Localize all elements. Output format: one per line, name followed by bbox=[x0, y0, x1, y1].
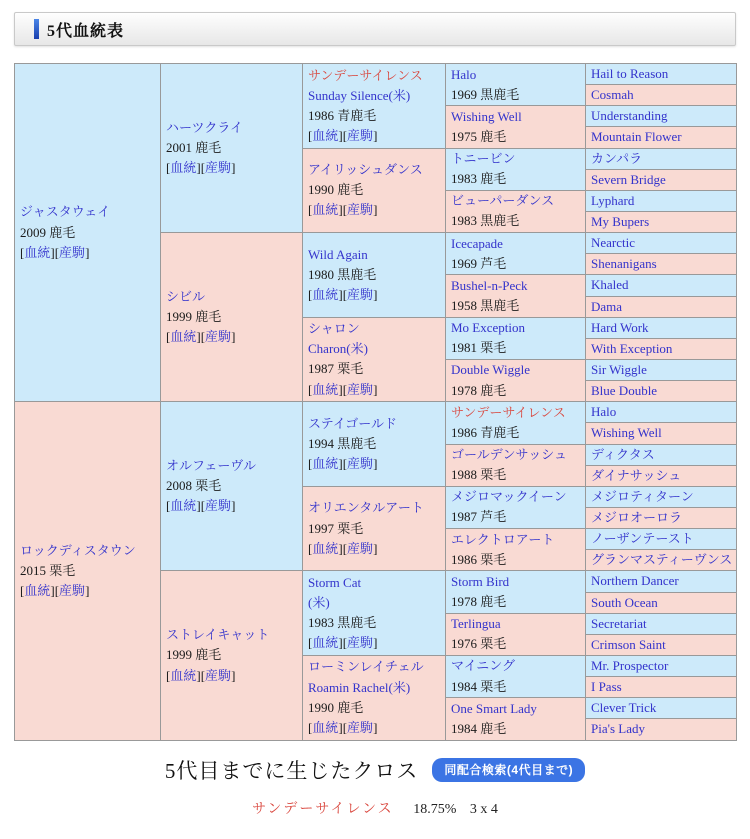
pedigree-cell-gen2 bbox=[161, 64, 303, 233]
horse-name-link[interactable]: アイリッシュダンス bbox=[308, 162, 423, 178]
pedigree-cell-gen5 bbox=[586, 592, 737, 613]
horse-name-link[interactable]: カンパラ bbox=[591, 150, 643, 166]
progeny-link[interactable]: 産駒 bbox=[347, 540, 374, 556]
horse-name-link[interactable]: Pia's Lady bbox=[591, 721, 645, 737]
progeny-link[interactable]: 産駒 bbox=[347, 381, 374, 397]
year-coat: 1958 黒鹿毛 bbox=[451, 298, 520, 314]
year-coat: 1999 鹿毛 bbox=[166, 647, 222, 663]
horse-name-link[interactable]: With Exception bbox=[591, 340, 673, 356]
year-coat: 1994 黒鹿毛 bbox=[308, 435, 377, 451]
pedigree-cell-gen2 bbox=[161, 402, 303, 571]
horse-name-link[interactable]: Khaled bbox=[591, 277, 629, 293]
horse-name-link[interactable]: My Bupers bbox=[591, 213, 650, 229]
horse-name-link[interactable]: Icecapade bbox=[451, 235, 503, 251]
horse-name-link[interactable]: ジャスタウェイ bbox=[20, 204, 111, 220]
horse-name-link[interactable]: Secretariat bbox=[591, 615, 647, 631]
pedigree-cell-gen5 bbox=[586, 275, 737, 296]
progeny-link[interactable]: 産駒 bbox=[347, 286, 374, 302]
horse-name-link[interactable]: Dama bbox=[591, 298, 623, 314]
progeny-link[interactable]: 産駒 bbox=[347, 719, 374, 735]
pedigree-links: [血統][産駒] bbox=[308, 127, 378, 143]
progeny-link[interactable]: 産駒 bbox=[205, 498, 232, 514]
pedigree-cell-gen5 bbox=[586, 655, 737, 676]
pedigree-cell-gen3 bbox=[303, 571, 446, 656]
pedigree-cell-gen5 bbox=[586, 190, 737, 211]
pedigree-cell-gen3 bbox=[303, 233, 446, 318]
pedigree-row bbox=[15, 64, 737, 85]
pedigree-cell-gen5 bbox=[586, 296, 737, 317]
year-coat: 1986 青鹿毛 bbox=[451, 424, 520, 440]
pedigree-cell-gen4 bbox=[446, 359, 586, 401]
pedigree-links: [血統][産駒] bbox=[308, 381, 378, 397]
pedigree-cell-gen5 bbox=[586, 169, 737, 190]
horse-name-link[interactable]: Nearctic bbox=[591, 235, 636, 251]
horse-name-link[interactable]: ノーザンテースト bbox=[591, 531, 694, 547]
pedigree-cell-gen5 bbox=[586, 677, 737, 698]
pedigree-cell-gen5 bbox=[586, 211, 737, 232]
blood-link[interactable]: 血統 bbox=[312, 540, 339, 556]
horse-name-link[interactable]: Mo Exception bbox=[451, 320, 526, 336]
progeny-link[interactable]: 産駒 bbox=[205, 667, 232, 683]
horse-name-link[interactable]: オリエンタルアート bbox=[308, 500, 424, 516]
horse-name-link[interactable]: ロックディスタウン bbox=[20, 542, 136, 558]
year-coat: 1999 鹿毛 bbox=[166, 309, 222, 325]
year-coat: 1986 栗毛 bbox=[451, 551, 507, 567]
pedigree-cell-gen5 bbox=[586, 698, 737, 719]
horse-name-link[interactable]: グランマスティーヴンス bbox=[591, 552, 733, 568]
cross-entry bbox=[0, 798, 750, 818]
horse-name-alt-link[interactable]: Sunday Silence(米) bbox=[308, 87, 411, 103]
pedigree-cell-gen3 bbox=[303, 317, 446, 402]
pedigree-links: [血統][産駒] bbox=[20, 244, 90, 260]
pedigree-cell-gen4 bbox=[446, 233, 586, 275]
pedigree-links: [血統][産駒] bbox=[308, 202, 378, 218]
horse-name-link[interactable]: メジロティターン bbox=[591, 488, 694, 504]
horse-name-link[interactable]: Mountain Flower bbox=[591, 129, 682, 145]
horse-name-link[interactable]: Wishing Well bbox=[451, 108, 522, 124]
year-coat: 1969 芦毛 bbox=[451, 255, 507, 271]
progeny-link[interactable]: 産駒 bbox=[59, 582, 86, 598]
horse-name-link[interactable]: エレクトロアート bbox=[451, 531, 555, 547]
pedigree-cell-gen4 bbox=[446, 106, 586, 148]
pedigree-links: [血統][産駒] bbox=[308, 540, 378, 556]
horse-name-alt-link[interactable]: Roamin Rachel(米) bbox=[308, 679, 411, 695]
blood-link[interactable]: 血統 bbox=[312, 127, 339, 143]
horse-name-link[interactable]: メジロマックイーン bbox=[451, 489, 567, 505]
progeny-link[interactable]: 産駒 bbox=[347, 456, 374, 472]
horse-name-link[interactable]: シビル bbox=[166, 288, 206, 304]
horse-name-link[interactable]: メジロオーロラ bbox=[591, 509, 683, 525]
horse-name-link[interactable]: トニービン bbox=[451, 151, 516, 167]
horse-name-alt-link[interactable]: Charon(米) bbox=[308, 341, 368, 357]
blood-link[interactable]: 血統 bbox=[312, 635, 339, 651]
year-coat: 1990 鹿毛 bbox=[308, 699, 364, 715]
pedigree-cell-gen5 bbox=[586, 359, 737, 380]
horse-name-alt-link[interactable]: (米) bbox=[308, 595, 330, 611]
pedigree-row bbox=[15, 402, 737, 423]
horse-name-link[interactable]: Bushel-n-Peck bbox=[451, 277, 528, 293]
pedigree-links: [血統][産駒] bbox=[166, 329, 236, 345]
year-coat: 1983 鹿毛 bbox=[451, 171, 507, 187]
pedigree-cell-gen5 bbox=[586, 317, 737, 338]
horse-name-link[interactable]: Shenanigans bbox=[591, 256, 657, 272]
horse-name-link[interactable]: マイニング bbox=[451, 658, 515, 674]
pedigree-cell-gen3 bbox=[303, 486, 446, 571]
horse-name-link[interactable]: ダイナサッシュ bbox=[591, 467, 682, 483]
pedigree-cell-gen4 bbox=[446, 486, 586, 528]
year-coat: 1978 鹿毛 bbox=[451, 382, 507, 398]
pedigree-cell-gen3 bbox=[303, 148, 446, 233]
horse-name-link[interactable]: ディクタス bbox=[591, 446, 655, 462]
year-coat: 1987 栗毛 bbox=[308, 361, 364, 377]
horse-name-link[interactable]: Crimson Saint bbox=[591, 636, 666, 652]
pedigree-links: [血統][産駒] bbox=[308, 456, 378, 472]
horse-name-link[interactable]: Hard Work bbox=[591, 319, 649, 335]
blood-link[interactable]: 血統 bbox=[312, 456, 339, 472]
year-coat: 1984 栗毛 bbox=[451, 678, 507, 694]
pedigree-cell-gen4 bbox=[446, 275, 586, 317]
pedigree-cell-gen4 bbox=[446, 613, 586, 655]
progeny-link[interactable]: 産駒 bbox=[205, 160, 232, 176]
pedigree-cell-gen5 bbox=[586, 634, 737, 655]
horse-name-link[interactable]: ストレイキャット bbox=[166, 627, 270, 643]
pedigree-cell-gen4 bbox=[446, 529, 586, 571]
horse-name-link[interactable]: ゴールデンサッシュ bbox=[451, 447, 567, 463]
horse-name-link[interactable]: オルフェーヴル bbox=[166, 458, 256, 474]
year-coat: 1984 鹿毛 bbox=[451, 720, 507, 736]
horse-name-link[interactable]: Mr. Prospector bbox=[591, 657, 669, 673]
horse-name-link[interactable]: シャロン bbox=[308, 321, 360, 337]
horse-name-link[interactable]: Wild Again bbox=[308, 246, 368, 262]
pedigree-cell-gen5 bbox=[586, 85, 737, 106]
pedigree-cell-gen4 bbox=[446, 571, 586, 613]
progeny-link[interactable]: 産駒 bbox=[347, 202, 374, 218]
pedigree-cell-gen5 bbox=[586, 402, 737, 423]
pedigree-cell-gen4 bbox=[446, 190, 586, 232]
section-header bbox=[14, 12, 736, 46]
horse-name-link[interactable]: ハーツクライ bbox=[166, 119, 243, 135]
horse-name-link[interactable]: Wishing Well bbox=[591, 425, 662, 441]
year-coat: 2008 栗毛 bbox=[166, 478, 222, 494]
pedigree-cell-gen5 bbox=[586, 719, 737, 740]
pedigree-links: [血統][産駒] bbox=[166, 498, 236, 514]
blood-link[interactable]: 血統 bbox=[312, 286, 339, 302]
year-coat: 1990 鹿毛 bbox=[308, 182, 364, 198]
horse-name-link[interactable]: Halo bbox=[591, 404, 617, 420]
blood-link[interactable]: 血統 bbox=[24, 244, 51, 260]
year-coat: 1981 栗毛 bbox=[451, 340, 507, 356]
year-coat: 1983 黒鹿毛 bbox=[308, 615, 377, 631]
progeny-link[interactable]: 産駒 bbox=[205, 329, 232, 345]
pedigree-cell-gen4 bbox=[446, 402, 586, 444]
blood-link[interactable]: 血統 bbox=[170, 160, 197, 176]
year-coat: 1997 栗毛 bbox=[308, 520, 364, 536]
year-coat: 1986 青鹿毛 bbox=[308, 107, 377, 123]
pedigree-table-body bbox=[15, 64, 737, 741]
year-coat: 1983 黒鹿毛 bbox=[451, 213, 520, 229]
pedigree-links: [血統][産駒] bbox=[308, 286, 378, 302]
horse-name-link[interactable]: ステイゴールド bbox=[308, 415, 398, 431]
pedigree-cell-gen5 bbox=[586, 381, 737, 402]
pedigree-links: [血統][産駒] bbox=[20, 582, 90, 598]
horse-name-link[interactable]: I Pass bbox=[591, 679, 622, 695]
year-coat: 1969 黒鹿毛 bbox=[451, 86, 520, 102]
blood-link[interactable]: 血統 bbox=[170, 667, 197, 683]
horse-name-link[interactable]: ビューパーダンス bbox=[451, 193, 555, 209]
progeny-link[interactable]: 産駒 bbox=[347, 127, 374, 143]
same-mating-search-button[interactable]: 同配合検索(4代目まで) bbox=[432, 758, 585, 782]
blood-link[interactable]: 血統 bbox=[312, 202, 339, 218]
pedigree-cell-gen5 bbox=[586, 64, 737, 85]
cross-horse-name: サンデーサイレンス bbox=[252, 801, 394, 817]
pedigree-cell-gen3 bbox=[303, 64, 446, 149]
horse-name-link[interactable]: Lyphard bbox=[591, 192, 635, 208]
page-title: 5代血統表 bbox=[47, 22, 125, 40]
horse-name-link[interactable]: Storm Cat bbox=[308, 574, 362, 590]
pedigree-cell-gen5 bbox=[586, 106, 737, 127]
horse-name-link[interactable]: Terlingua bbox=[451, 616, 501, 632]
pedigree-cell-gen2 bbox=[161, 233, 303, 402]
pedigree-cell-gen4 bbox=[446, 317, 586, 359]
blood-link[interactable]: 血統 bbox=[170, 329, 197, 345]
year-coat: 2001 鹿毛 bbox=[166, 139, 222, 155]
pedigree-cell-gen5 bbox=[586, 529, 737, 550]
pedigree-cell-gen5 bbox=[586, 127, 737, 148]
pedigree-cell-gen1 bbox=[15, 64, 161, 402]
progeny-link[interactable]: 産駒 bbox=[59, 244, 86, 260]
pedigree-cell-gen4 bbox=[446, 698, 586, 740]
blood-link[interactable]: 血統 bbox=[312, 719, 339, 735]
cross-section-title: 5代目までに生じたクロス bbox=[164, 758, 419, 783]
pedigree-links: [血統][産駒] bbox=[308, 719, 378, 735]
pedigree-cell-gen5 bbox=[586, 507, 737, 528]
horse-name-link[interactable]: Hail to Reason bbox=[591, 66, 669, 81]
horse-name-link[interactable]: Severn Bridge bbox=[591, 171, 666, 187]
pedigree-cell-gen5 bbox=[586, 233, 737, 254]
pedigree-cell-gen1 bbox=[15, 402, 161, 740]
pedigree-cell-gen5 bbox=[586, 613, 737, 634]
pedigree-cell-gen3 bbox=[303, 402, 446, 487]
horse-name-link[interactable]: One Smart Lady bbox=[451, 700, 537, 716]
year-coat: 1978 鹿毛 bbox=[451, 594, 507, 610]
pedigree-cell-gen2 bbox=[161, 571, 303, 740]
pedigree-cell-gen5 bbox=[586, 444, 737, 465]
horse-name-link[interactable]: South Ocean bbox=[591, 594, 658, 610]
year-coat: 2015 栗毛 bbox=[20, 562, 76, 578]
blood-link[interactable]: 血統 bbox=[24, 582, 51, 598]
horse-name-link[interactable]: Clever Trick bbox=[591, 700, 657, 716]
horse-name-link[interactable]: サンデーサイレンス bbox=[308, 67, 423, 83]
horse-name-link[interactable]: Halo bbox=[451, 66, 477, 82]
year-coat: 1987 芦毛 bbox=[451, 509, 507, 525]
pedigree-cell-gen3 bbox=[303, 655, 446, 740]
pedigree-cell-gen5 bbox=[586, 423, 737, 444]
accent-bar-icon bbox=[34, 19, 39, 39]
year-coat: 1975 鹿毛 bbox=[451, 128, 507, 144]
pedigree-cell-gen4 bbox=[446, 444, 586, 486]
horse-name-link[interactable]: Double Wiggle bbox=[451, 362, 531, 378]
pedigree-cell-gen5 bbox=[586, 338, 737, 359]
pedigree-cell-gen4 bbox=[446, 64, 586, 106]
horse-name-link[interactable]: Cosmah bbox=[591, 87, 634, 103]
year-coat: 2009 鹿毛 bbox=[20, 224, 76, 240]
progeny-link[interactable]: 産駒 bbox=[347, 635, 374, 651]
blood-link[interactable]: 血統 bbox=[170, 498, 197, 514]
horse-name-link[interactable]: Understanding bbox=[591, 108, 668, 124]
cross-percent: 18.75% bbox=[413, 801, 457, 817]
horse-name-link[interactable]: Storm Bird bbox=[451, 573, 510, 589]
pedigree-cell-gen5 bbox=[586, 550, 737, 571]
horse-name-link[interactable]: Sir Wiggle bbox=[591, 361, 647, 377]
pedigree-cell-gen5 bbox=[586, 465, 737, 486]
cross-pattern: 3 x 4 bbox=[469, 801, 498, 817]
horse-name-link[interactable]: Blue Double bbox=[591, 383, 658, 399]
year-coat: 1988 栗毛 bbox=[451, 467, 507, 483]
year-coat: 1976 栗毛 bbox=[451, 636, 507, 652]
pedigree-cell-gen5 bbox=[586, 148, 737, 169]
pedigree-cell-gen5 bbox=[586, 486, 737, 507]
cross-section-header bbox=[0, 755, 750, 785]
year-coat: 1980 黒鹿毛 bbox=[308, 266, 377, 282]
pedigree-cell-gen4 bbox=[446, 655, 586, 697]
pedigree-cell-gen5 bbox=[586, 254, 737, 275]
pedigree-links: [血統][産駒] bbox=[166, 160, 236, 176]
pedigree-links: [血統][産駒] bbox=[166, 667, 236, 683]
horse-name-link[interactable]: サンデーサイレンス bbox=[451, 404, 566, 420]
horse-name-link[interactable]: ローミンレイチェル bbox=[308, 659, 424, 675]
pedigree-cell-gen5 bbox=[586, 571, 737, 592]
pedigree-links: [血統][産駒] bbox=[308, 635, 378, 651]
blood-link[interactable]: 血統 bbox=[312, 381, 339, 397]
pedigree-cell-gen4 bbox=[446, 148, 586, 190]
horse-name-link[interactable]: Northern Dancer bbox=[591, 573, 679, 589]
pedigree-table bbox=[14, 63, 737, 741]
